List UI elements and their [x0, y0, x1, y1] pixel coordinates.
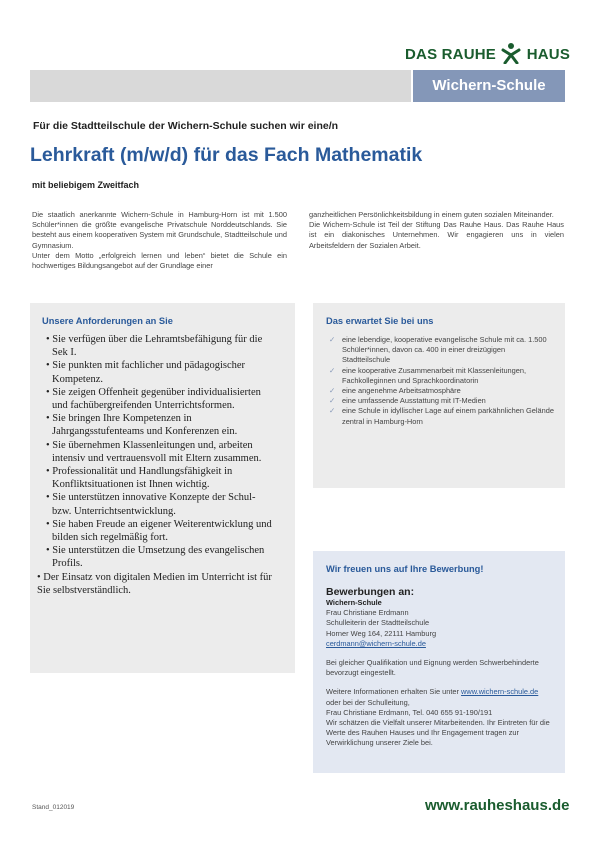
requirement-item: • Professionalität und Handlungsfähigkeit in Konfliktsituationen ist Ihnen wichtig. [46, 466, 233, 491]
requirement-item: • Sie haben Freude an eigener Weiterentwicklung und bilden sich regelmäßig fort. [46, 518, 272, 544]
application-title: Bewerbungen an: [326, 586, 415, 598]
offer-item [326, 366, 554, 386]
description-left-column [32, 210, 287, 271]
requirements-heading: Unsere Anforderungen an Sie [42, 316, 173, 326]
application-org: Wichern-Schule [326, 598, 382, 607]
offer-item [326, 396, 554, 406]
equal-opportunity-note: Bei gleicher Qualifikation und Eignung werden Schwerbehinderte bevorzugt eingestellt. [326, 658, 539, 678]
checkmark-icon: ✓ [329, 365, 336, 375]
job-subtitle: mit beliebigem Zweitfach [32, 180, 140, 190]
offer-item [326, 386, 554, 396]
info-suffix: oder bei der Schulleitung, [326, 697, 410, 707]
application-details [326, 586, 554, 749]
requirement-item: • Sie zeigen Offenheit gegenüber individualisierten und fachübergreifenden Unterrichtsformen. [46, 386, 261, 412]
contact-email-link[interactable]: cerdmann@wichern-schule.de [326, 638, 426, 648]
description-paragraph: Unter dem Motto „erfolgreich lernen und leben“ bietet die Schule ein hochwertiges Bildungsangebot auf der Grundlage einer [32, 250, 287, 271]
contact-name: Frau Christiane Erdmann [326, 608, 409, 618]
logo-text-right: HAUS [526, 46, 571, 63]
description-paragraph: Die staatlich anerkannte Wichern-Schule in Hamburg-Horn ist mit 1.500 Schüler*innen die größte evangelische Privatschule Norddeutschlands. Sie besteht aus einem kooperativen System mit Grundschule, Stadtteilschule und Gymnasium. [32, 210, 287, 250]
header-banner-grey [30, 70, 411, 102]
checkmark-icon: ✓ [329, 386, 336, 396]
offer-item [326, 335, 554, 366]
info-prefix: Weitere Informationen erhalten Sie unter [326, 687, 459, 697]
contact-address: Horner Weg 164, 22111 Hamburg [326, 628, 437, 638]
requirement-item: • Sie bringen Ihre Kompetenzen in Jahrgangsstufenteams und Konferenzen ein. [46, 413, 238, 438]
offer-item [326, 406, 554, 426]
intro-line: Für die Stadtteilschule der Wichern-Schule suchen wir eine/n [33, 120, 339, 132]
job-title: Lehrkraft (m/w/d) für das Fach Mathematik [30, 144, 423, 166]
offer-item-text: eine Schule in idyllischer Lage auf einem parkähnlichen Gelände zentral in Hamburg-Horn [342, 406, 555, 426]
info-contact: Frau Christiane Erdmann, Tel. 040 655 91-190/191 [326, 707, 493, 717]
requirement-item: • Sie unterstützen die Umsetzung des evangelischen Profils. [46, 545, 265, 570]
offer-item-text: eine angenehme Arbeitsatmosphäre [342, 386, 461, 396]
offer-item-text: eine kooperative Zusammenarbeit mit Klassenleitungen, Fachkolleginnen und Sprachkoordinatorin [342, 365, 527, 385]
requirement-item: • Sie unterstützen innovative Konzepte der Schul- bzw. Unterrichtsentwicklung. [46, 492, 256, 517]
info-line [326, 687, 554, 707]
offer-item-text: eine umfassende Ausstattung mit IT-Medien [342, 396, 486, 406]
logo-text-left: DAS RAUHE [405, 46, 496, 63]
school-name-banner: Wichern-Schule [432, 77, 546, 94]
contact-role: Schulleiterin der Stadtteilschule [326, 618, 430, 628]
school-website-link[interactable]: www.wichern-schule.de [461, 687, 539, 697]
checkmark-icon: ✓ [329, 335, 336, 344]
requirements-list [37, 333, 274, 597]
requirement-item: • Sie übernehmen Klassenleitungen und, arbeiten intensiv und vertrauensvoll mit Eltern zusammen. [46, 439, 262, 464]
document-version: Stand_012019 [32, 804, 75, 811]
footer-website: www.rauheshaus.de [425, 797, 570, 814]
description-paragraph: ganzheitlichen Persönlichkeitsbildung in einem guten sozialen Miteinander. [309, 210, 554, 219]
checkmark-icon: ✓ [329, 396, 336, 406]
application-heading: Wir freuen uns auf Ihre Bewerbung! [326, 564, 484, 574]
offer-item-text: eine lebendige, kooperative evangelische Schule mit ca. 1.500 Schüler*innen, davon ca. 400 in einer dreizügigen Stadtteilschule [342, 335, 547, 365]
offer-heading: Das erwartet Sie bei uns [326, 316, 434, 326]
requirement-item: • Sie verfügen über die Lehramtsbefähigung für die Sek I. [46, 334, 263, 359]
description-right-column [309, 210, 564, 251]
closing-statement: Wir schätzen die Vielfalt unserer Mitarbeitenden. Ihr Eintreten für die Werte des Rauhen Hauses und Ihr Engagement tragen zur Verwirklichung unserer Ziele bei. [326, 718, 550, 748]
requirement-item: • Der Einsatz von digitalen Medien im Unterricht ist für Sie selbstverständlich. [37, 571, 272, 596]
requirement-item: • Sie punkten mit fachlicher und pädagogischer Kompetenz. [46, 360, 246, 385]
description-paragraph: Die Wichern-Schule ist Teil der Stiftung Das Rauhe Haus. Das Rauhe Haus ist ein diakonisches Unternehmen. Wir engagieren uns in vielen Arbeitsfeldern der Sozialen Arbeit. [309, 220, 564, 250]
checkmark-icon: ✓ [329, 406, 336, 416]
offer-list [326, 335, 554, 427]
rauhe-haus-logo-icon [501, 42, 521, 64]
logo [405, 42, 570, 64]
